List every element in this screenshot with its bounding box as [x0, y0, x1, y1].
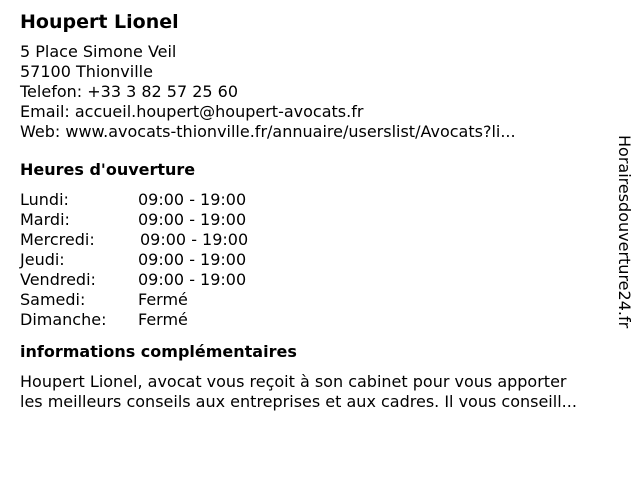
hours-day: Vendredi: — [20, 270, 96, 289]
additional-info-line-2: les meilleurs conseils aux entreprises et aux cadres. Il vous conseill... — [20, 392, 577, 411]
hours-row-wednesday — [20, 230, 610, 250]
additional-info-heading: informations complémentaires — [20, 342, 297, 361]
additional-info-line-1: Houpert Lionel, avocat vous reçoit à son cabinet pour vous apporter — [20, 372, 567, 391]
hours-time: Fermé — [138, 290, 188, 309]
hours-day: Samedi: — [20, 290, 86, 309]
hours-time: Fermé — [138, 310, 188, 329]
site-watermark — [612, 135, 634, 375]
hours-row-tuesday — [20, 210, 610, 230]
web-line: Web: www.avocats-thionville.fr/annuaire/userslist/Avocats?li... — [20, 122, 516, 141]
hours-day: Lundi: — [20, 190, 69, 209]
hours-row-saturday — [20, 290, 610, 310]
phone-line: Telefon: +33 3 82 57 25 60 — [20, 82, 239, 101]
hours-time: 09:00 - 19:00 — [138, 250, 247, 269]
hours-time: 09:00 - 19:00 — [138, 210, 247, 229]
address-city: 57100 Thionville — [20, 62, 153, 81]
watermark-text: Horairesdouverture24.fr — [615, 135, 634, 329]
hours-row-thursday — [20, 250, 610, 270]
hours-row-monday — [20, 190, 610, 210]
hours-day: Mercredi: — [20, 230, 95, 249]
hours-day: Mardi: — [20, 210, 70, 229]
business-card — [20, 10, 610, 412]
email-line: Email: accueil.houpert@houpert-avocats.fr — [20, 102, 364, 121]
hours-row-friday — [20, 270, 610, 290]
hours-time: 09:00 - 19:00 — [140, 230, 249, 249]
hours-row-sunday — [20, 310, 610, 330]
hours-time: 09:00 - 19:00 — [138, 190, 247, 209]
hours-time: 09:00 - 19:00 — [138, 270, 247, 289]
hours-day: Dimanche: — [20, 310, 107, 329]
hours-day: Jeudi: — [20, 250, 65, 269]
business-name: Houpert Lionel — [20, 11, 179, 33]
address-street: 5 Place Simone Veil — [20, 42, 177, 61]
opening-hours-heading: Heures d'ouverture — [20, 160, 196, 179]
opening-hours-table — [20, 190, 610, 330]
